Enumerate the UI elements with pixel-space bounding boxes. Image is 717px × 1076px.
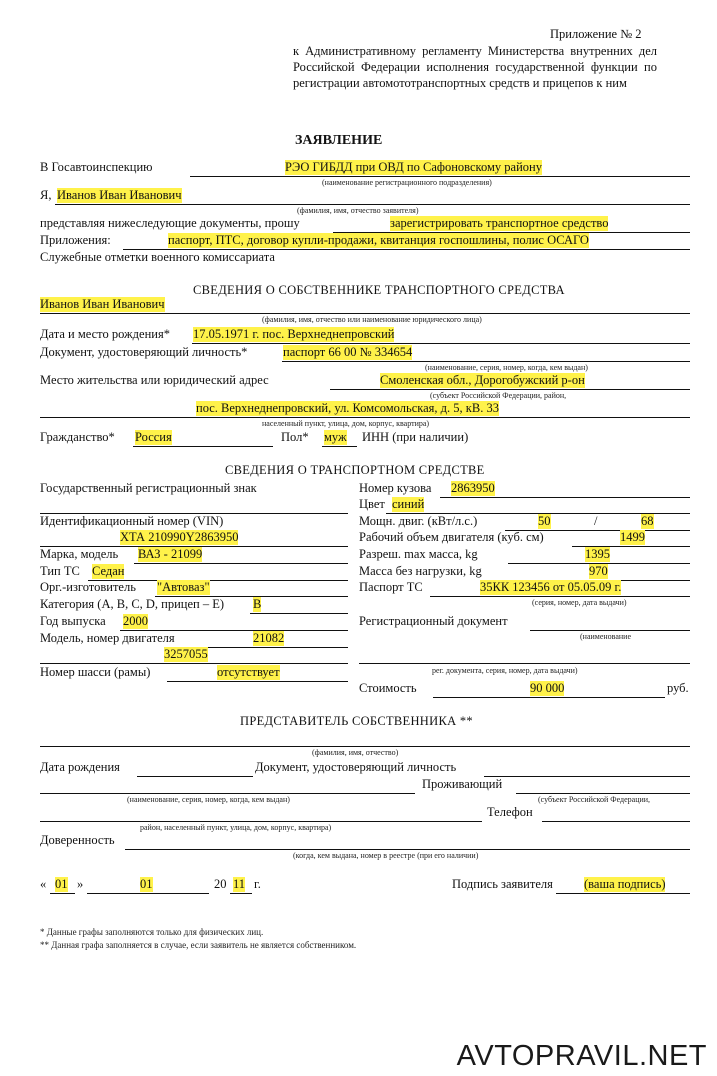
site-logo: AVTOPRAVIL.NET	[456, 1040, 707, 1072]
address-region-hint: (субъект Российской Федерации, район,	[430, 391, 567, 400]
i-label: Я,	[40, 188, 52, 202]
rep-birth-label: Дата рождения	[40, 760, 120, 774]
chassis-label: Номер шасси (рамы)	[40, 665, 151, 679]
citizenship-label: Гражданство*	[40, 430, 115, 444]
category-label: Категория (А, В, С, D, прицеп – Е)	[40, 597, 225, 611]
brand-label: Марка, модель	[40, 547, 119, 561]
request-label: представляя нижеследующие документы, прошу	[40, 216, 300, 230]
engine-model: 21082	[253, 631, 285, 645]
to-value: РЭО ГИБДД при ОВД по Сафоновскому району	[285, 160, 542, 174]
type-label: Тип ТС	[40, 564, 80, 578]
address-street: пос. Верхнеднепровский, ул. Комсомольская, д. 5, кВ. 33	[196, 401, 499, 415]
reg-sign-label: Государственный регистрационный знак	[40, 481, 257, 495]
maker-label: Орг.-изготовитель	[40, 580, 136, 594]
cost-unit: руб.	[667, 681, 689, 695]
volume-value: 1499	[620, 530, 645, 544]
body-label: Номер кузова	[359, 481, 432, 495]
vin-label: Идентификационный номер (VIN)	[40, 514, 224, 528]
doc-label: Документ, удостоверяющий личность*	[40, 345, 248, 359]
birth-label: Дата и место рождения*	[40, 327, 170, 341]
citizenship-value: Россия	[135, 430, 172, 444]
max-mass-value: 1395	[585, 547, 610, 561]
document-title: ЗАЯВЛЕНИЕ	[295, 133, 383, 148]
attachments-value: паспорт, ПТС, договор купли-продажи, квитанция госпошлины, полис ОСАГО	[168, 233, 589, 247]
date-year-suffix: г.	[254, 877, 261, 891]
year-label: Год выпуска	[40, 614, 106, 628]
rep-name-hint: (фамилия, имя, отчество)	[312, 748, 399, 757]
owner-name: Иванов Иван Иванович	[40, 297, 165, 311]
engine-number: 3257055	[164, 647, 208, 661]
rep-address-hint: район, населенный пункт, улица, дом, корпус, квартира)	[140, 823, 332, 832]
color-label: Цвет	[359, 497, 385, 511]
body-value: 2863950	[451, 481, 495, 495]
appendix-number: Приложение № 2	[550, 27, 642, 41]
color-value: синий	[392, 497, 425, 511]
engine-label: Модель, номер двигателя	[40, 631, 175, 645]
address-region: Смоленская обл., Дорогобужский р-он	[380, 373, 585, 387]
sex-value: муж	[324, 430, 347, 444]
passport-label: Паспорт ТС	[359, 580, 423, 594]
vehicle-heading: СВЕДЕНИЯ О ТРАНСПОРТНОМ СРЕДСТВЕ	[225, 463, 485, 477]
regulation-text: к Административному регламенту Министерства внутренних дел Российской Федерации исполнения государственной функции по регистрации автомототранспортных средств и прицепов к ним	[293, 44, 657, 90]
passport-hint: (серия, номер, дата выдачи)	[532, 598, 627, 607]
date-day: 01	[55, 877, 68, 891]
doc-value: паспорт 66 00 № 334654	[283, 345, 413, 359]
year-value: 2000	[123, 614, 148, 628]
cost-label: Стоимость	[359, 681, 417, 695]
regdoc-hint2: рег. документа, серия, номер, дата выдачи)	[432, 666, 578, 675]
date-month: 01	[140, 877, 153, 891]
date-quote-open: «	[40, 877, 47, 891]
rep-doc-hint: (наименование, серия, номер, когда, кем выдан)	[127, 795, 290, 804]
regdoc-hint: (наименование	[580, 632, 632, 641]
power-kw: 50	[538, 514, 551, 528]
signature-value: (ваша подпись)	[584, 877, 666, 891]
signature-label: Подпись заявителя	[452, 877, 553, 891]
volume-label: Рабочий объем двигателя (куб. см)	[359, 530, 544, 544]
cost-value: 90 000	[530, 681, 565, 695]
footnote-2: ** Данная графа заполняется в случае, если заявитель не является собственником.	[40, 940, 357, 950]
passport-value: 35КК 123456 от 05.05.09 г.	[480, 580, 622, 594]
rep-heading: ПРЕДСТАВИТЕЛЬ СОБСТВЕННИКА **	[240, 714, 473, 728]
empty-mass-label: Масса без нагрузки, kg	[359, 564, 482, 578]
category-value: В	[253, 597, 262, 611]
power-hp: 68	[641, 514, 654, 528]
power-label: Мощн. двиг. (кВт/л.с.)	[359, 514, 478, 528]
inn-label: ИНН (при наличии)	[362, 430, 469, 444]
date-quote-close: »	[77, 877, 84, 891]
address-street-hint: населенный пункт, улица, дом, корпус, квартира)	[262, 419, 430, 428]
owner-name-hint: (фамилия, имя, отчество или наименование юридического лица)	[262, 315, 482, 324]
rep-residing-label: Проживающий	[422, 777, 503, 791]
max-mass-label: Разреш. max масса, kg	[359, 547, 478, 561]
vin-value: ХТА 210990Y2863950	[120, 530, 239, 544]
sex-label: Пол*	[281, 430, 309, 444]
request-value: зарегистрировать транспортное средство	[390, 216, 609, 230]
to-hint: (наименование регистрационного подразделения)	[322, 178, 492, 187]
chassis-value: отсутствует	[217, 665, 280, 679]
regdoc-label: Регистрационный документ	[359, 614, 508, 628]
attachments-label: Приложения:	[40, 233, 111, 247]
rep-region-hint: (субъект Российской Федерации,	[538, 795, 651, 804]
rep-poa-label: Доверенность	[40, 833, 115, 847]
maker-value: "Автоваз"	[157, 580, 210, 594]
birth-value: 17.05.1971 г. пос. Верхнеднепровский	[193, 327, 395, 341]
power-sep: /	[594, 514, 598, 528]
address-label: Место жительства или юридический адрес	[40, 373, 269, 387]
i-hint: (фамилия, имя, отчество заявителя)	[297, 206, 419, 215]
rep-phone-label: Телефон	[487, 805, 533, 819]
rep-poa-hint: (когда, кем выдана, номер в реестре (при его наличии)	[293, 851, 479, 860]
empty-mass-value: 970	[589, 564, 608, 578]
to-label: В Госавтоинспекцию	[40, 160, 153, 174]
owner-heading: СВЕДЕНИЯ О СОБСТВЕННИКЕ ТРАНСПОРТНОГО СРЕДСТВА	[193, 283, 565, 297]
doc-hint: (наименование, серия, номер, когда, кем выдан)	[425, 363, 588, 372]
i-value: Иванов Иван Иванович	[57, 188, 182, 202]
type-value: Седан	[92, 564, 125, 578]
rep-doc-label: Документ, удостоверяющий личность	[255, 760, 457, 774]
date-year-prefix: 20	[214, 877, 227, 891]
brand-value: ВАЗ - 21099	[138, 547, 203, 561]
military-label: Служебные отметки военного комиссариата	[40, 250, 275, 264]
footnote-1: * Данные графы заполняются только для физических лиц.	[40, 927, 264, 937]
date-year: 11	[233, 877, 246, 891]
